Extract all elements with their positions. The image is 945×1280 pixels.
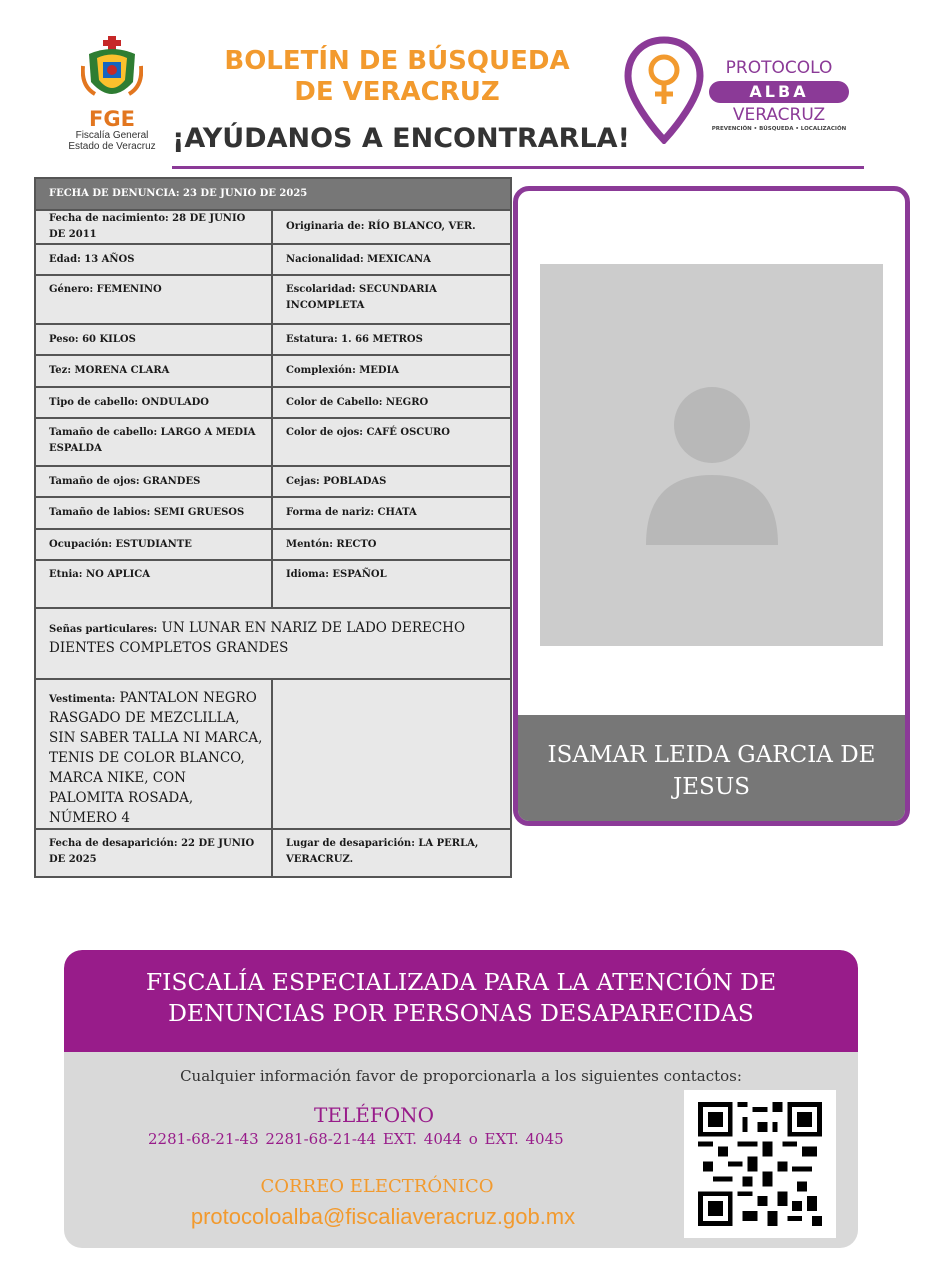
fge-logo-title: FGE xyxy=(89,107,135,131)
alba-top-text: PROTOCOLO xyxy=(725,58,833,78)
alba-bottom-text: VERACRUZ xyxy=(732,105,826,125)
info-cell-menton: Mentón: RECTO xyxy=(272,529,511,560)
info-cell-senas xyxy=(35,608,511,679)
crest-icon xyxy=(81,36,143,108)
info-cell-complexion: Complexión: MEDIA xyxy=(272,355,511,387)
fge-logo xyxy=(62,36,162,152)
senas-value: UN LUNAR EN NARIZ DE LADO DERECHO DIENTES COMPLETOS GRANDES xyxy=(49,620,466,656)
person-name: ISAMAR LEIDA GARCIA DE JESUS xyxy=(518,715,905,821)
bulletin-subtitle: ¡AYÚDANOS A ENCONTRARLA! xyxy=(172,123,630,154)
info-cell-peso: Peso: 60 KILOS xyxy=(35,324,272,355)
bulletin-title-line1: BOLETÍN DE BÚSQUEDA xyxy=(224,46,570,76)
email-link[interactable]: protocoloalba@fiscaliaveracruz.gob.mx xyxy=(190,1204,576,1229)
phone-numbers[interactable]: 2281-68-21-43 2281-68-21-44 EXT. 4044 o EXT. 4045 xyxy=(148,1130,564,1148)
person-silhouette-icon xyxy=(632,365,792,545)
senas-label: Señas particulares: xyxy=(49,624,158,635)
info-cell-tamano-labios: Tamaño de labios: SEMI GRUESOS xyxy=(35,497,272,529)
info-cell-edad: Edad: 13 AÑOS xyxy=(35,244,272,275)
info-cell-tipo-cabello: Tipo de cabello: ONDULADO xyxy=(35,387,272,418)
protocolo-alba-logo xyxy=(706,58,852,133)
fiscalia-heading-line1: FISCALÍA ESPECIALIZADA PARA LA ATENCIÓN DE xyxy=(145,968,777,996)
vestimenta-value: PANTALON NEGRO RASGADO DE MEZCLILLA, SIN SABER TALLA NI MARCA, TENIS DE COLOR BLANCO, MARCA NIKE, CON PALOMITA ROSADA, NÚMERO 4 xyxy=(49,690,263,826)
info-cell-ocupacion: Ocupación: ESTUDIANTE xyxy=(35,529,272,560)
contact-panel xyxy=(64,950,858,1248)
fiscalia-heading-line2: DENUNCIAS POR PERSONAS DESAPARECIDAS xyxy=(168,999,754,1027)
info-cell-color-cabello: Color de Cabello: NEGRO xyxy=(272,387,511,418)
info-cell-lugar-desaparicion: Lugar de desaparición: LA PERLA, VERACRUZ. xyxy=(272,829,511,877)
info-cell-fecha-nacimiento: Fecha de nacimiento: 28 DE JUNIO DE 2011 xyxy=(35,210,272,244)
qr-code-icon[interactable] xyxy=(684,1090,836,1238)
fecha-denuncia-cell: FECHA DE DENUNCIA: 23 DE JUNIO DE 2025 xyxy=(35,178,511,210)
bulletin-title xyxy=(202,46,592,108)
info-cell-empty xyxy=(272,679,511,829)
header-divider xyxy=(172,166,864,169)
info-cell-fecha-desaparicion: Fecha de desaparición: 22 DE JUNIO DE 2025 xyxy=(35,829,272,877)
info-cell-tamano-cabello: Tamaño de cabello: LARGO A MEDIA ESPALDA xyxy=(35,418,272,466)
fge-logo-line1: Fiscalía General xyxy=(75,130,149,141)
fge-logo-line2: Estado de Veracruz xyxy=(68,141,156,152)
female-pin-icon xyxy=(624,36,704,144)
person-info-table xyxy=(34,177,512,878)
info-cell-tez: Tez: MORENA CLARA xyxy=(35,355,272,387)
phone-label: TELÉFONO xyxy=(314,1103,434,1127)
info-cell-forma-nariz: Forma de nariz: CHATA xyxy=(272,497,511,529)
vestimenta-label: Vestimenta: xyxy=(49,694,116,705)
info-cell-tamano-ojos: Tamaño de ojos: GRANDES xyxy=(35,466,272,497)
alba-tagline: PREVENCIÓN • BÚSQUEDA • LOCALIZACIÓN xyxy=(711,126,847,132)
info-cell-etnia: Etnia: NO APLICA xyxy=(35,560,272,608)
contact-intro: Cualquier información favor de proporcionarla a los siguientes contactos: xyxy=(180,1067,742,1085)
alba-pill-text: ALBA xyxy=(709,81,849,103)
email-label: CORREO ELECTRÓNICO xyxy=(260,1176,494,1197)
bulletin-title-line2: DE VERACRUZ xyxy=(294,77,500,107)
info-cell-genero: Género: FEMENINO xyxy=(35,275,272,324)
info-cell-nacionalidad: Nacionalidad: MEXICANA xyxy=(272,244,511,275)
info-cell-cejas: Cejas: POBLADAS xyxy=(272,466,511,497)
info-cell-escolaridad: Escolaridad: SECUNDARIA INCOMPLETA xyxy=(272,275,511,324)
info-cell-estatura: Estatura: 1. 66 METROS xyxy=(272,324,511,355)
info-cell-originaria: Originaria de: RÍO BLANCO, VER. xyxy=(272,210,511,244)
person-photo-placeholder xyxy=(540,264,883,646)
info-cell-vestimenta xyxy=(35,679,272,829)
person-photo-card xyxy=(513,186,910,826)
info-cell-idioma: Idioma: ESPAÑOL xyxy=(272,560,511,608)
info-cell-color-ojos: Color de ojos: CAFÉ OSCURO xyxy=(272,418,511,466)
fiscalia-heading xyxy=(64,950,858,1052)
qr-code-graphic xyxy=(698,1102,822,1226)
